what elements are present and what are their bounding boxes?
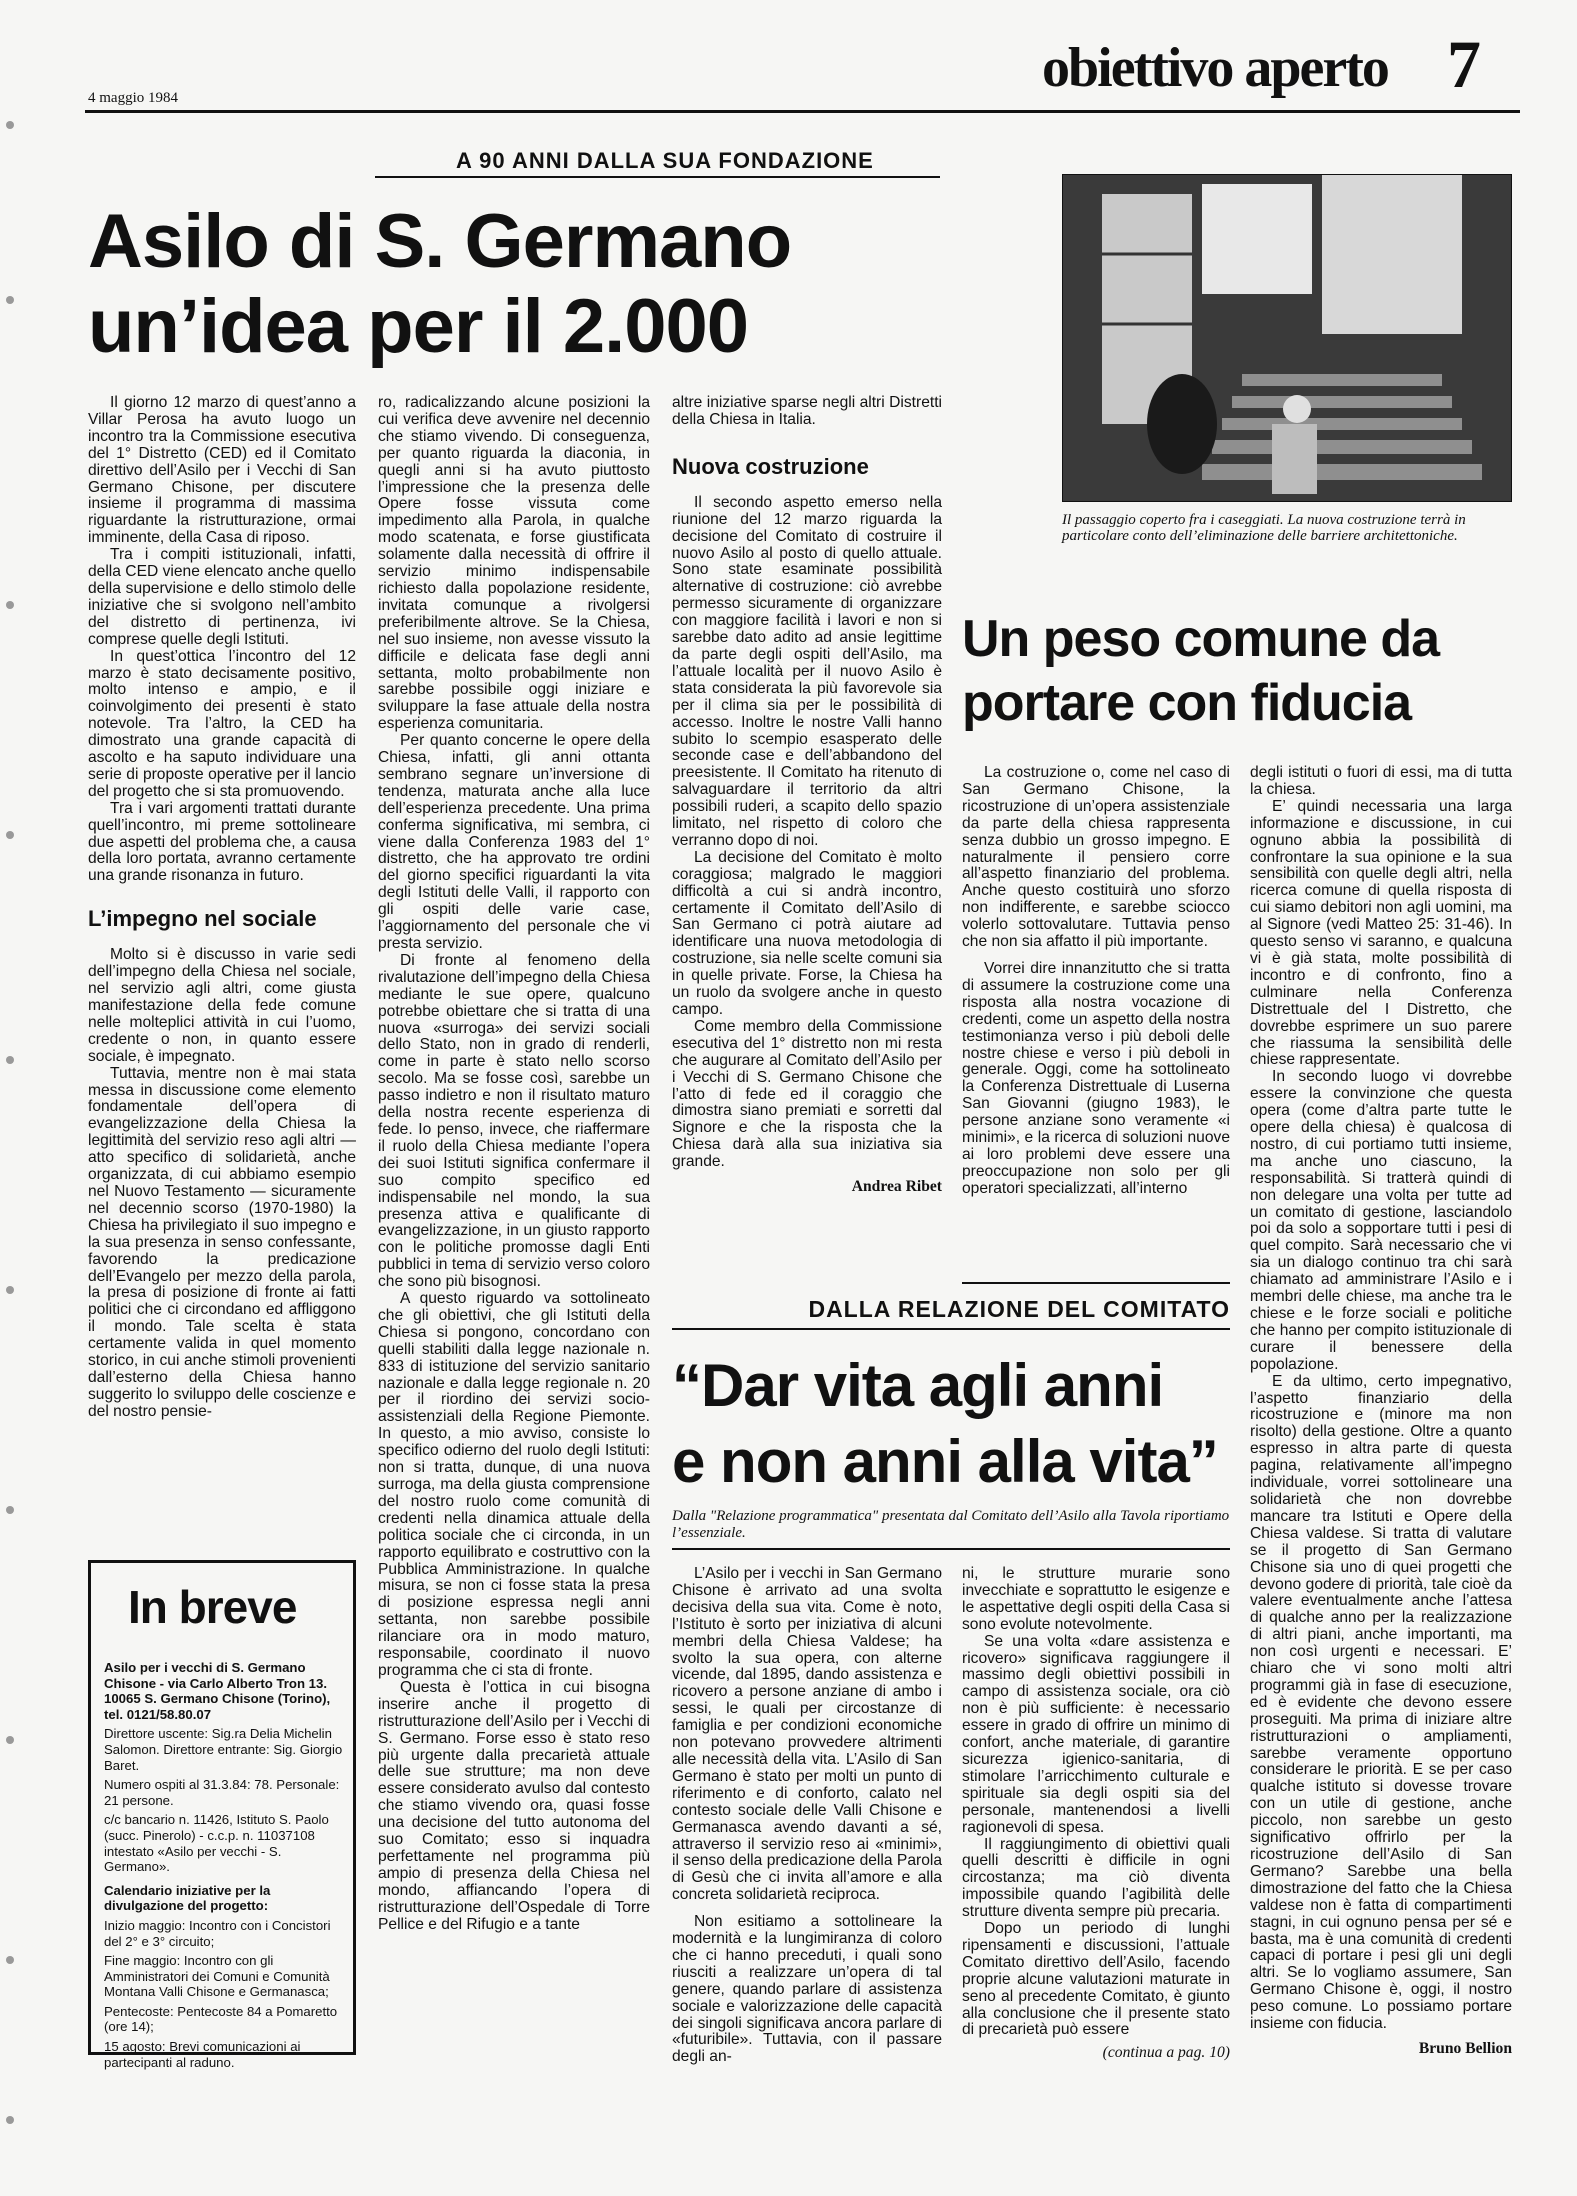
page-number: 7 [1447,26,1481,102]
subheading: Nuova costruzione [672,453,869,479]
photo-illustration [1062,174,1512,502]
paragraph: Non esitiamo a sottolineare la modernità e la lungimiranza di coloro che ci hanno preceduti, i quali sono riusciti a realizzare un’opera di tal genere, quando parlare di assistenza sociale e valorizzazione delle capacità dei singoli significava ancora parlare di «futuribile». Tuttavia, con il passare degli an- [672,1913,942,2066]
article3-intro: Dalla "Relazione programmatica" presentata dal Comitato dell’Asilo alla Tavola riportiamo l’essenziale. [672,1508,1230,1541]
article3-top-rule [962,1282,1230,1284]
paragraph: Tuttavia, mentre non è mai stata messa in discussione come elemento fondamentale dell’opera di evangelizzazione della Chiesa la legittimità del servizio reso agli altri — atto specifico di solidarietà, anche organizzata, di cui abbiamo esempio nel Nuovo Testamento — sicuramente nel decennio scorso (1970-1980) la Chiesa ha privilegiato il suo impegno e la sua presenza in senso confessante, favorendo la predicazione dell’Evangelo per mezzo della parola, la presa di posizione di fronte ai fatti politici che ci circondano ed affliggono il mondo. Tale scelta è stata certamente valida in quel momento storico, in cui anche stimoli provenienti dall’esterno della Chiesa hanno suggerito lo sviluppo delle coscienze e del nostro pensie- [88,1064,356,1420]
in-breve-content [104,1660,344,2074]
paragraph: ni, le strutture murarie sono invecchiate e soprattutto le esigenze e le aspettative degli ospiti della Casa si sono evolute notevolmente. [962,1565,1230,1633]
paragraph: La decisione del Comitato è molto coraggiosa; malgrado le maggiori difficoltà a cui si andrà incontro, certamente il Comitato dell’Asilo di San Germano ci potrà aiutare ad identificare una nuova metodologia di costruzione, sia nelle scelte comuni sia in quelle private. Forse, la Chiesa ha un ruolo da svolgere anche in questo campo. [672,848,942,1018]
article1-kicker-rule [375,176,940,178]
author-signature: Andrea Ribet [851,1178,942,1196]
paragraph: altre iniziative sparse negli altri Distretti della Chiesa in Italia. [672,394,942,428]
article1-kicker: A 90 ANNI DALLA SUA FONDAZIONE [456,148,874,173]
paragraph: ro, radicalizzando alcune posizioni la cui verifica deve avvenire nel decennio che stiamo vivendo. Di conseguenza, per quanto riguarda la diaconia, in quegli anni si ha avuto piuttosto l’impressione che la presenza delle Opere fosse vissuta come impedimento alla Parola, in qualche modo scatenata, e forse giustificata solamente dalla necessità di offrire il servizio minimo indispensabile richiesto dalla popolazione residente, invitata comunque a rivolgersi preferibilmente altrove. Se la Chiesa, nel suo insieme, non avesse vissuto la difficile e delicata fase degli anni settanta, molto probabilmente non sarebbe possibile oggi iniziare e sviluppare la fase attuale della nostra esperienza comunitaria. [378,394,650,733]
paragraph: A questo riguardo va sottolineato che gli obiettivi, che gli Istituti della Chiesa si pongono, concordano con quelli stabiliti dalla legge nazionale n. 833 di istituzione del servizio sanitario nazionale e dalla legge regionale n. 20 per il riordino dei servizi socio-assistenziali della Regione Piemonte. In questo, a mio avviso, consiste lo specifico odierno del ruolo degli Istituti: non si tratta, dunque, di una nuova surroga, ma della giusta comprensione del nostro ruolo come comunità di credenti nella dinamica attuale della politica sociale che ci circonda, in un rapporto equilibrato e costruttivo con la Pubblica Amministrazione. In qualche misura, se non ci fosse stata la presa di posizione espressa negli anni settanta, non sarebbe possibile rilanciare ora in modo maturo, responsabile, coordinato il nuovo programma che ci sta di fronte. [378,1290,650,1679]
article3-headline-2: e non anni alla vita” [672,1428,1218,1495]
paragraph: E da ultimo, certo impegnativo, l’aspetto finanziario della ricostruzione e (minore ma non risolto) della gestione. Oltre a quanto espresso in altra parte di questa pagina, relativamente all’impegno individuale, vorrei sottolineare una solidarietà che non dovrebbe mancare tra Istituti e Opere della Chiesa valdese. Si tratta di valutare se il progetto di San Germano Chisone sia uno di quei progetti che devono godere di priorità, tale cioè da valere eventualmente anche l’attesa di qualche anno per la realizzazione di altri piani, anche importanti, ma non così urgenti e necessari. E’ chiaro che vi sono molti altri programmi già in fase di esecuzione, ed è evidente che devono essere proseguiti. Ma prima di iniziare altre ristrutturazioni o ampliamenti, sarebbe veramente opportuno considerare le priorità. E se per caso qualche istituto si dovesse trovare con un utile di gestione, anche piccolo, non sarebbe un gesto significativo offrirlo per la ricostruzione dell’Asilo di San Germano? Sarebbe una bella dimostrazione del fatto che la Chiesa valdese non è fatta di compartimenti stagni, in cui ognuno pensa per sé e basta, ma è una comunità di credenti capaci di portare i pesi gli uni degli altri. Se lo vogliamo assumere, San Germano Chisone è, oggi, il nostro peso comune. Lo possiamo portare insieme con fiducia. [1250,1372,1512,2033]
paragraph: Tra i vari argomenti trattati durante quell’incontro, mi preme sottolineare due aspetti del problema che, a causa della loro portata, avranno certamente una grande risonanza in futuro. [88,799,356,885]
article2-headline-1: Un peso comune da [962,610,1440,668]
paragraph: In quest’ottica l’incontro del 12 marzo è stato decisamente positivo, molto intenso e ampio, e il coinvolgimento dei presenti è stato notevole. Tra l’altro, la CED ha dimostrato una grande capacità di ascolto e ha saputo individuare una serie di proposte operative per il lancio del progetto che si sta promuovendo. [88,647,356,800]
paragraph: Il secondo aspetto emerso nella riunione del 12 marzo riguarda la decisione del Comitato di costruire il nuovo Asilo al posto di quello attuale. Sono state esaminate possibilità alternative di costruzione: ciò avrebbe permesso sicuramente di organizzare con maggiore facilità i lavori e non si sarebbe dato adito ad ansie legittime da parte degli ospiti dell’Asilo, ma l’attuale località per il nuovo Asilo è stata considerata la più favorevole sia per il clima sia per le possibilità di accesso. Inoltre le nostre Valli hanno subito lo scempio esasperato delle seconde case e dell’abbandono del preesistente. Il Comitato ha ritenuto di salvaguardare il territorio da altri possibili ruderi, a scapito dello spazio limitato, nel rispetto di coloro che verranno dopo di noi. [672,493,942,849]
paragraph: Come membro della Commissione esecutiva del 1° distretto non mi resta che augurare al Comitato dell’Asilo per i Vecchi di S. Germano Chisone che l’atto di fede ed il coraggio che dimostra siano premiati e sorretti dal Signore e che la risposta che la Chiesa darà alla sua iniziativa sia grande. [672,1017,942,1171]
issue-date: 4 maggio 1984 [88,90,178,106]
paragraph: Il raggiungimento di obiettivi quali quelli descritti è difficile in ogni circostanza; ma ciò diventa impossibile quando l’agibilità delle strutture diventa sempre più precaria. [962,1835,1230,1921]
paragraph: degli istituti o fuori di essi, ma di tutta la chiesa. [1250,764,1512,798]
paragraph: Il giorno 12 marzo di quest’anno a Villar Perosa ha avuto luogo un incontro tra la Commissione esecutiva del 1° Distretto (CED) ed il Comitato direttivo dell’Asilo per i Vecchi di San Germano Chisone, per discutere insieme il programma di massima riguardante la ristrutturazione, ormai imminente, della Casa di riposo. [88,394,356,547]
brief-calendar-item: Fine maggio: Incontro con gli Amministratori dei Comuni e Comunità Montana Valli Chisone e Germanasca; [104,1953,330,2000]
paragraph: Molto si è discusso in varie sedi dell’impegno della Chiesa nel sociale, nel servizio agli altri, come giusta manifestazione della fede comune nelle molteplici attività in cui l’uomo, credente o non, in quanto essere sociale, è impegnato. [88,946,356,1065]
paragraph: Tra i compiti istituzionali, infatti, della CED viene elencato anche quello della supervisione e dello stimolo delle iniziative che si svolgono nell’ambito del distretto di pertinenza, ivi comprese quelle degli Istituti. [88,546,356,648]
article3-kicker-rule [672,1328,1230,1330]
brief-entry: Numero ospiti al 31.3.84: 78. Personale: 21 persone. [104,1777,340,1808]
article3-intro-rule [672,1548,1230,1550]
binding-margin [0,0,30,2191]
article3-kicker: DALLA RELAZIONE DEL COMITATO [808,1296,1230,1322]
brief-entry: c/c bancario n. 11426, Istituto S. Paolo (succ. Pinerolo) - c.c.p. n. 11037108 intestato «Asilo per vecchi - S. Germano». [104,1812,329,1875]
paragraph: In secondo luogo vi dovrebbe essere la convinzione che questa opera (come d’altra parte tutte le opere della chiesa) è qualcosa di nostro, di cui portiamo tutti insieme, ma anche uno ciascuno, la responsabilità. Si tratterà quindi di non delegare una volta per tutte ad un comitato di gestione, lasciandolo poi da solo a sopportare tutti i pesi di quel compito. Sarà necessario che vi sia un dialogo continuo tra chi sarà chiamato ad amministrare l’Asilo e i membri delle chiese, ma anche tra le chiese e le forze sociali e politiche che hanno per compito istituzionale di curare il benessere della popolazione. [1250,1068,1512,1373]
article2-headline-2: portare con fiducia [962,674,1412,732]
article2-column-1 [962,765,1230,1198]
paragraph: Dopo un periodo di lunghi ripensamenti e discussioni, l’attuale Comitato direttivo dell’Asilo, facendo proprie alcune valutazioni maturate in seno al precedente Comitato, è giunto alla conclusione che il presente stato di precarietà può essere [962,1920,1230,2039]
author-signature: Bruno Bellion [1418,2039,1512,2057]
article1-headline-1: Asilo di S. Germano [88,199,792,284]
article1-headline-2: un’idea per il 2.000 [88,284,749,369]
article1-column-3 [672,395,942,1196]
subheading: L’impegno nel sociale [88,906,317,932]
photo-caption: Il passaggio coperto fra i caseggiati. La nuova costruzione terrà in particolare conto dell’eliminazione delle barriere architettoniche. [1062,512,1466,544]
continued-note: (continua a pag. 10) [1102,2044,1230,2062]
paragraph: L’Asilo per i vecchi in San Germano Chisone è arrivato ad una svolta decisiva della sua vita. Come è noto, l’Istituto è sorto per iniziativa di alcuni membri della Chiesa Valdese; ha svolto la sua opera, con alterne vicende, dal 1895, dando assistenza e ricovero a persone anziane di ambo i sessi, le quali per circostanze di famiglia e per condizioni economiche non potevano provvedere altrimenti alle necessità della vita. L’Asilo di San Germano è stato per molti un punto di riferimento e di conforto, calato nel contesto sociale delle Valli Chisone e Germanasca avendo davanti a sé, attraverso il servizio reso ai «minimi», il senso della predicazione della Parola di Gesù che ci invita all’amore e alla concreta solidarietà reciproca. [672,1565,942,1904]
article3-column-1 [672,1566,942,2066]
paragraph: E’ quindi necessaria una larga informazione e discussione, in cui ognuno abbia la possibilità di confrontare la sua opinione e la sua sensibilità con quelle degli altri, nella ricerca comune di quella risposta di cui siamo debitori non agli uomini, ma al Signore (vedi Matteo 25: 31-46). In questo senso vi saranno, e qualcuna vi è già stata, molte possibilità di incontro e di confronto, fino a culminare nella Conferenza Distrettuale del I Distretto, che dovrebbe esprimere un suo parere che riassuma la sensibilità delle chiese rappresentate. [1250,797,1512,1069]
section-title: obiettivo aperto [1042,37,1388,99]
brief-calendar-title: Calendario iniziative per la divulgazione del progetto: [104,1882,271,1914]
paragraph: Questa è l’ottica in cui bisogna inserire anche il progetto di ristrutturazione dell’Asilo per i Vecchi di S. Germano. Forse esso è stato reso più urgente dalla precarietà attuale delle sue strutture; ma non deve essere considerato avulso dal contesto che stiamo vivendo ora, quasi fosse una decisione del tutto autonoma del suo Comitato; esso si inquadra perfettamente nel programma più ampio di presenza della Chiesa nel mondo, affiancando l’opera di ristrutturazione dell’Ospedale di Torre Pellice e del Rifugio e a tante [378,1678,650,1933]
paragraph: Per quanto concerne le opere della Chiesa, infatti, gli anni ottanta sembrano segnare un’inversione di tendenza, maturata anche alla luce dell’esperienza precedente. Una prima conferma significativa, mi sembra, ci viene dalla Conferenza 1983 del 1° distretto, che ha approvato tre ordini del giorno specifici riguardanti la vita degli Istituti delle Valli, il rapporto con gli ospiti delle varie case, l’aggiornamento del personale che vi presta servizio. [378,732,650,952]
article1-column-2 [378,395,650,1933]
brief-calendar-item: Pentecoste: Pentecoste 84 a Pomaretto (ore 14); [104,2003,338,2035]
header-rule [85,110,1520,113]
brief-calendar-item: Inizio maggio: Incontro con i Concistori del 2° e 3° circuito; [104,1917,331,1949]
paragraph: Se una volta «dare assistenza e ricovero» significava raggiungere il massimo degli obiettivi possibili in campo di assistenza sociale, ora ciò non è più sufficiente: è necessario essere in grado di offrire un minimo di confort, anche materiale, di garantire sicurezza igienico-sanitaria, di stimolare l’arricchimento culturale e spirituale sia degli ospiti sia del personale, mantenendosi a livelli ragionevoli di spesa. [962,1632,1230,1836]
paragraph: Di fronte al fenomeno della rivalutazione dell’impegno della Chiesa mediante le sue opere, qualcuno potrebbe obiettare che si tratta di una nuova «surroga» dei servizi sociali dello Stato, non in grado di renderli, come in parte è stato nello scorso secolo. Ma se fosse così, sarebbe un passo indietro e non il risultato maturo della nostra recente esperienza di fede. Io penso, invece, che riaffermare il ruolo della Chiesa mediante l’opera dei suoi Istituti significa confermare il suo compito specifico ed indispensabile nel mondo, la sua presenza attiva e qualificante di evangelizzazione, in un giusto rapporto con le politiche promosse dagli Enti pubblici in tema di servizio verso coloro che sono più bisognosi. [378,951,650,1291]
staircase-photo [1062,174,1512,502]
article2-column-2 [1250,765,1512,2058]
paragraph: Vorrei dire innanzitutto che si tratta di assumere la costruzione come una risposta alla nostra vocazione di credenti, come un aspetto della nostra testimonianza verso i più deboli delle nostre chiese e verso i più deboli in generale. Oggi, come ha sottolineato la Conferenza Distrettuale di Luserna San Giovanni (giugno 1983), le persone anziane sono veramente «i minimi», e la ricerca di soluzioni nuove ai loro problemi deve essere una preoccupazione non solo per gli operatori specializzati, all’interno [962,959,1230,1197]
article3-column-2 [962,1566,1230,2062]
brief-entry: Asilo per i vecchi di S. Germano Chisone - via Carlo Alberto Tron 13. 10065 S. Germano Chisone (Torino), tel. 0121/58.80.07 [104,1660,331,1722]
in-breve-title: In breve [128,1581,297,1633]
binding-holes [0,0,30,2191]
brief-entry: Direttore uscente: Sig.ra Delia Michelin Salomon. Direttore entrante: Sig. Giorgio Baret. [104,1726,343,1773]
article3-headline-1: “Dar vita agli anni [672,1352,1164,1419]
paragraph: La costruzione o, come nel caso di San Germano Chisone, la ricostruzione di un’opera assistenziale da parte della chiesa rappresenta senza dubbio un grosso impegno. E naturalmente il pensiero corre all’aspetto finanziario del problema. Anche questo costituirà uno sforzo non indifferente, e sarebbe sciocco volerlo sottovalutare. Tuttavia penso che non sia affatto il più importante. [962,764,1230,951]
article1-column-1 [88,395,356,1421]
brief-calendar-item: 15 agosto: Brevi comunicazioni ai partecipanti al raduno. [104,2039,301,2070]
